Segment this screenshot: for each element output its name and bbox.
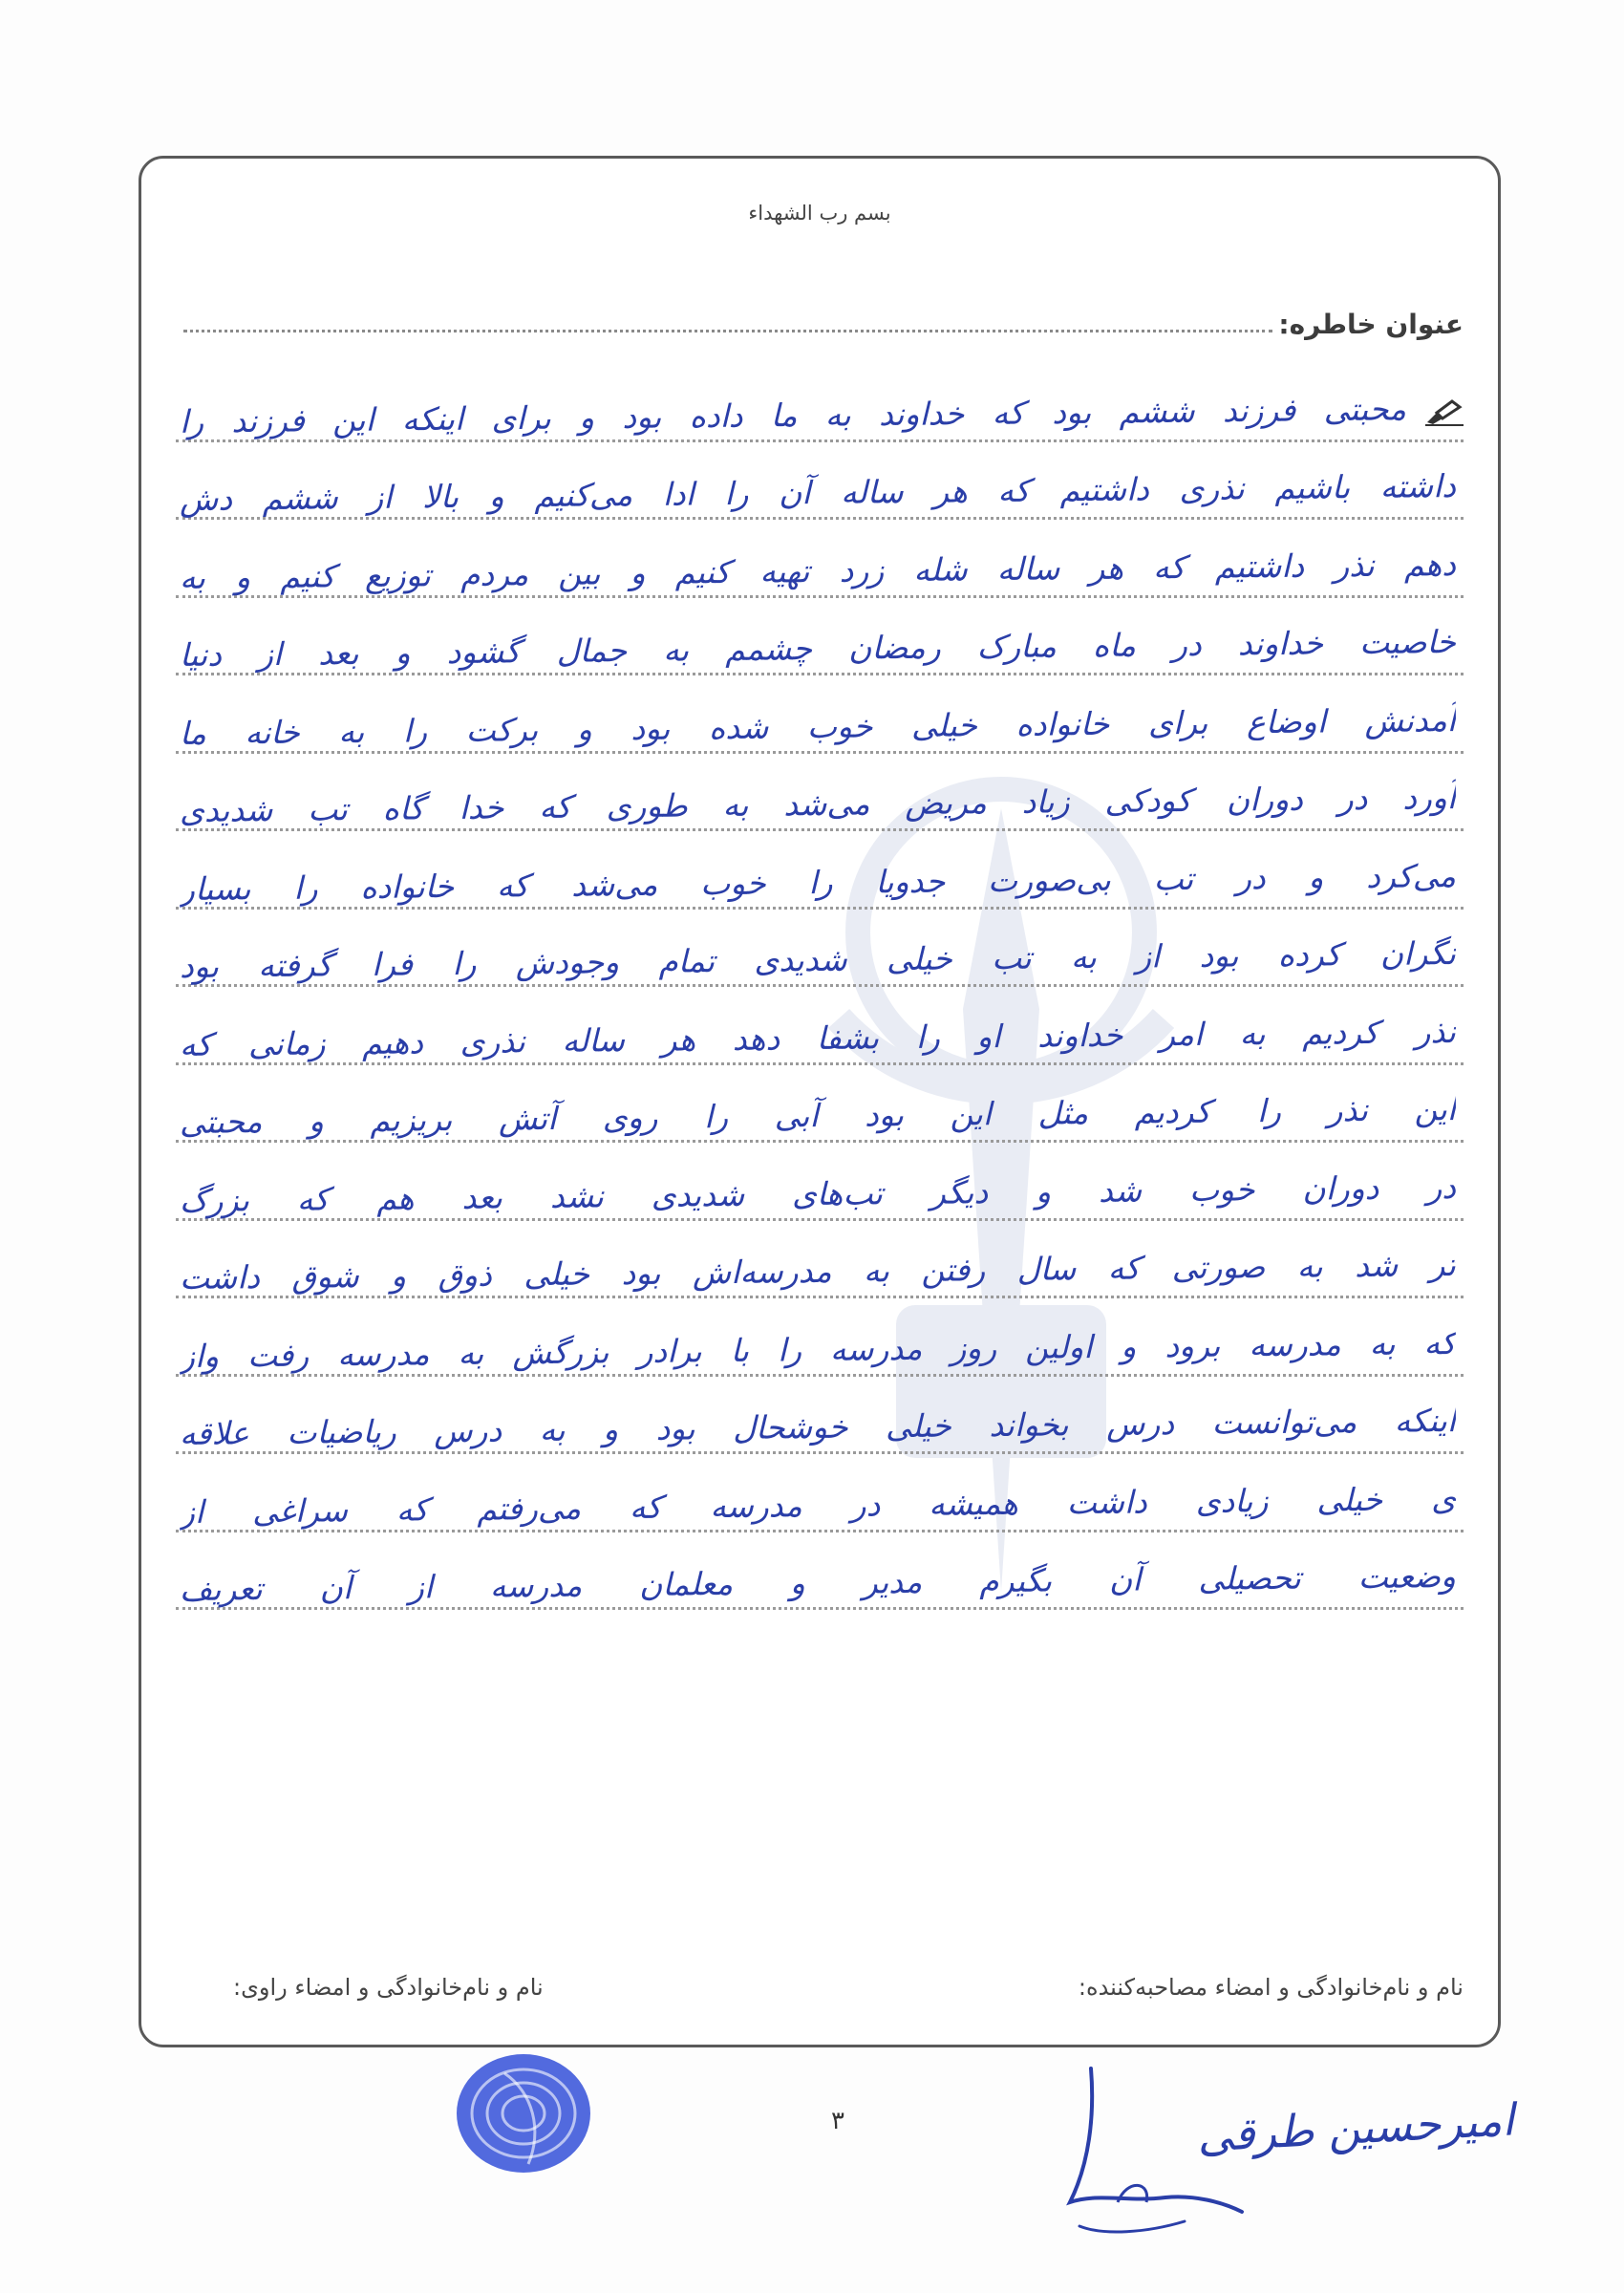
handwritten-text: وضعیت تحصیلی آن بگیرم مدیر و معلمان مدرسه از آن تعریف [179, 1557, 1457, 1608]
page-number: ۳ [831, 2107, 844, 2135]
writing-line [176, 675, 1464, 754]
writing-line [176, 1532, 1464, 1611]
writing-line [176, 442, 1464, 521]
handwritten-text: می‌کرد و در تب بی‌صورت جدویا را خوب می‌شد که خانواده را بسیار [179, 856, 1457, 908]
writing-line [176, 1454, 1464, 1532]
interviewer-signature-label: نام و نام‌خانوادگی و امضاء مصاحبه‌کننده: [1078, 1974, 1464, 2001]
narrator-signature-label: نام و نام‌خانوادگی و امضاء راوی: [233, 1974, 544, 2001]
handwritten-text: محبتی فرزند ششم بود که خداوند به ما داده بود و برای اینکه این فرزند را [179, 389, 1407, 440]
memoir-form-frame [139, 156, 1501, 2047]
handwritten-text: دهم نذر داشتیم که هر ساله شله زرد تهیه کنیم و بین مردم توزیع کنیم و به [179, 545, 1457, 596]
subject-label: عنوان خاطره: [1278, 309, 1464, 340]
handwritten-text: اینکه می‌توانست درس بخواند خیلی خوشحال بود و به درس ریاضیات علاقه [179, 1402, 1457, 1452]
handwritten-text: ی خیلی زیادی داشت همیشه در مدرسه که می‌رفتم که سراغی از [179, 1479, 1457, 1531]
header-title: بسم رب الشهداء [748, 202, 891, 225]
narrator-handwritten-name: امیرحسین طرقی [1195, 2093, 1516, 2162]
handwritten-text: این نذر را کردیم مثل این بود آبی را روی آتش بریزیم و محبتی [179, 1090, 1457, 1141]
handwritten-text: در دوران خوب شد و دیگر تب‌های شدیدی نشد بعد هم که بزرگ [179, 1168, 1457, 1219]
fingerprint-stamp [447, 2045, 600, 2183]
handwritten-text: نگران کرده بود از به تب خیلی شدیدی تمام وجودش را فرا گرفته بود [179, 934, 1457, 985]
handwritten-text: داشته باشیم نذری داشتیم که هر ساله آن را ادا می‌کنیم و بالا از ششم دش [179, 467, 1457, 518]
subject-line [183, 330, 1272, 332]
writing-line [176, 1298, 1464, 1377]
writing-line [176, 754, 1464, 832]
handwritten-text: تر شد به صورتی که سال رفتن به مدرسه‌اش بود خیلی ذوق و شوق داشت [179, 1246, 1457, 1297]
writing-line [176, 831, 1464, 910]
writing-line [176, 598, 1464, 676]
writing-line [176, 910, 1464, 988]
writing-line [176, 987, 1464, 1065]
writing-line [176, 1143, 1464, 1221]
handwritten-text: آمدنش اوضاع برای خانواده خیلی خوب شده بود و برکت را به خانه ما [179, 700, 1457, 752]
memoir-lines [176, 364, 1464, 1874]
footer-row [176, 1974, 1464, 2001]
writing-line [176, 1221, 1464, 1299]
handwritten-text: نذر کردیم به امر خداوند او را بشفا دهد هر ساله نذری دهیم زمانی که [179, 1012, 1457, 1063]
writing-line [176, 364, 1464, 442]
handwritten-text: که به مدرسه برود و اولین روز مدرسه را با برادر بزرگش به مدرسه رفت واز [179, 1323, 1457, 1375]
handwritten-text: خاصیت خداوند در ماه مبارک رمضان چشمم به جمال گشود و بعد از دنیا [179, 623, 1457, 674]
subject-row [183, 302, 1464, 340]
writing-line [176, 520, 1464, 598]
writing-line [176, 1377, 1464, 1455]
writing-line [176, 1065, 1464, 1144]
handwritten-text: آورد در دوران کودکی زیاد مریض می‌شد به طوری که خدا گاه تب شدیدی [179, 779, 1457, 829]
